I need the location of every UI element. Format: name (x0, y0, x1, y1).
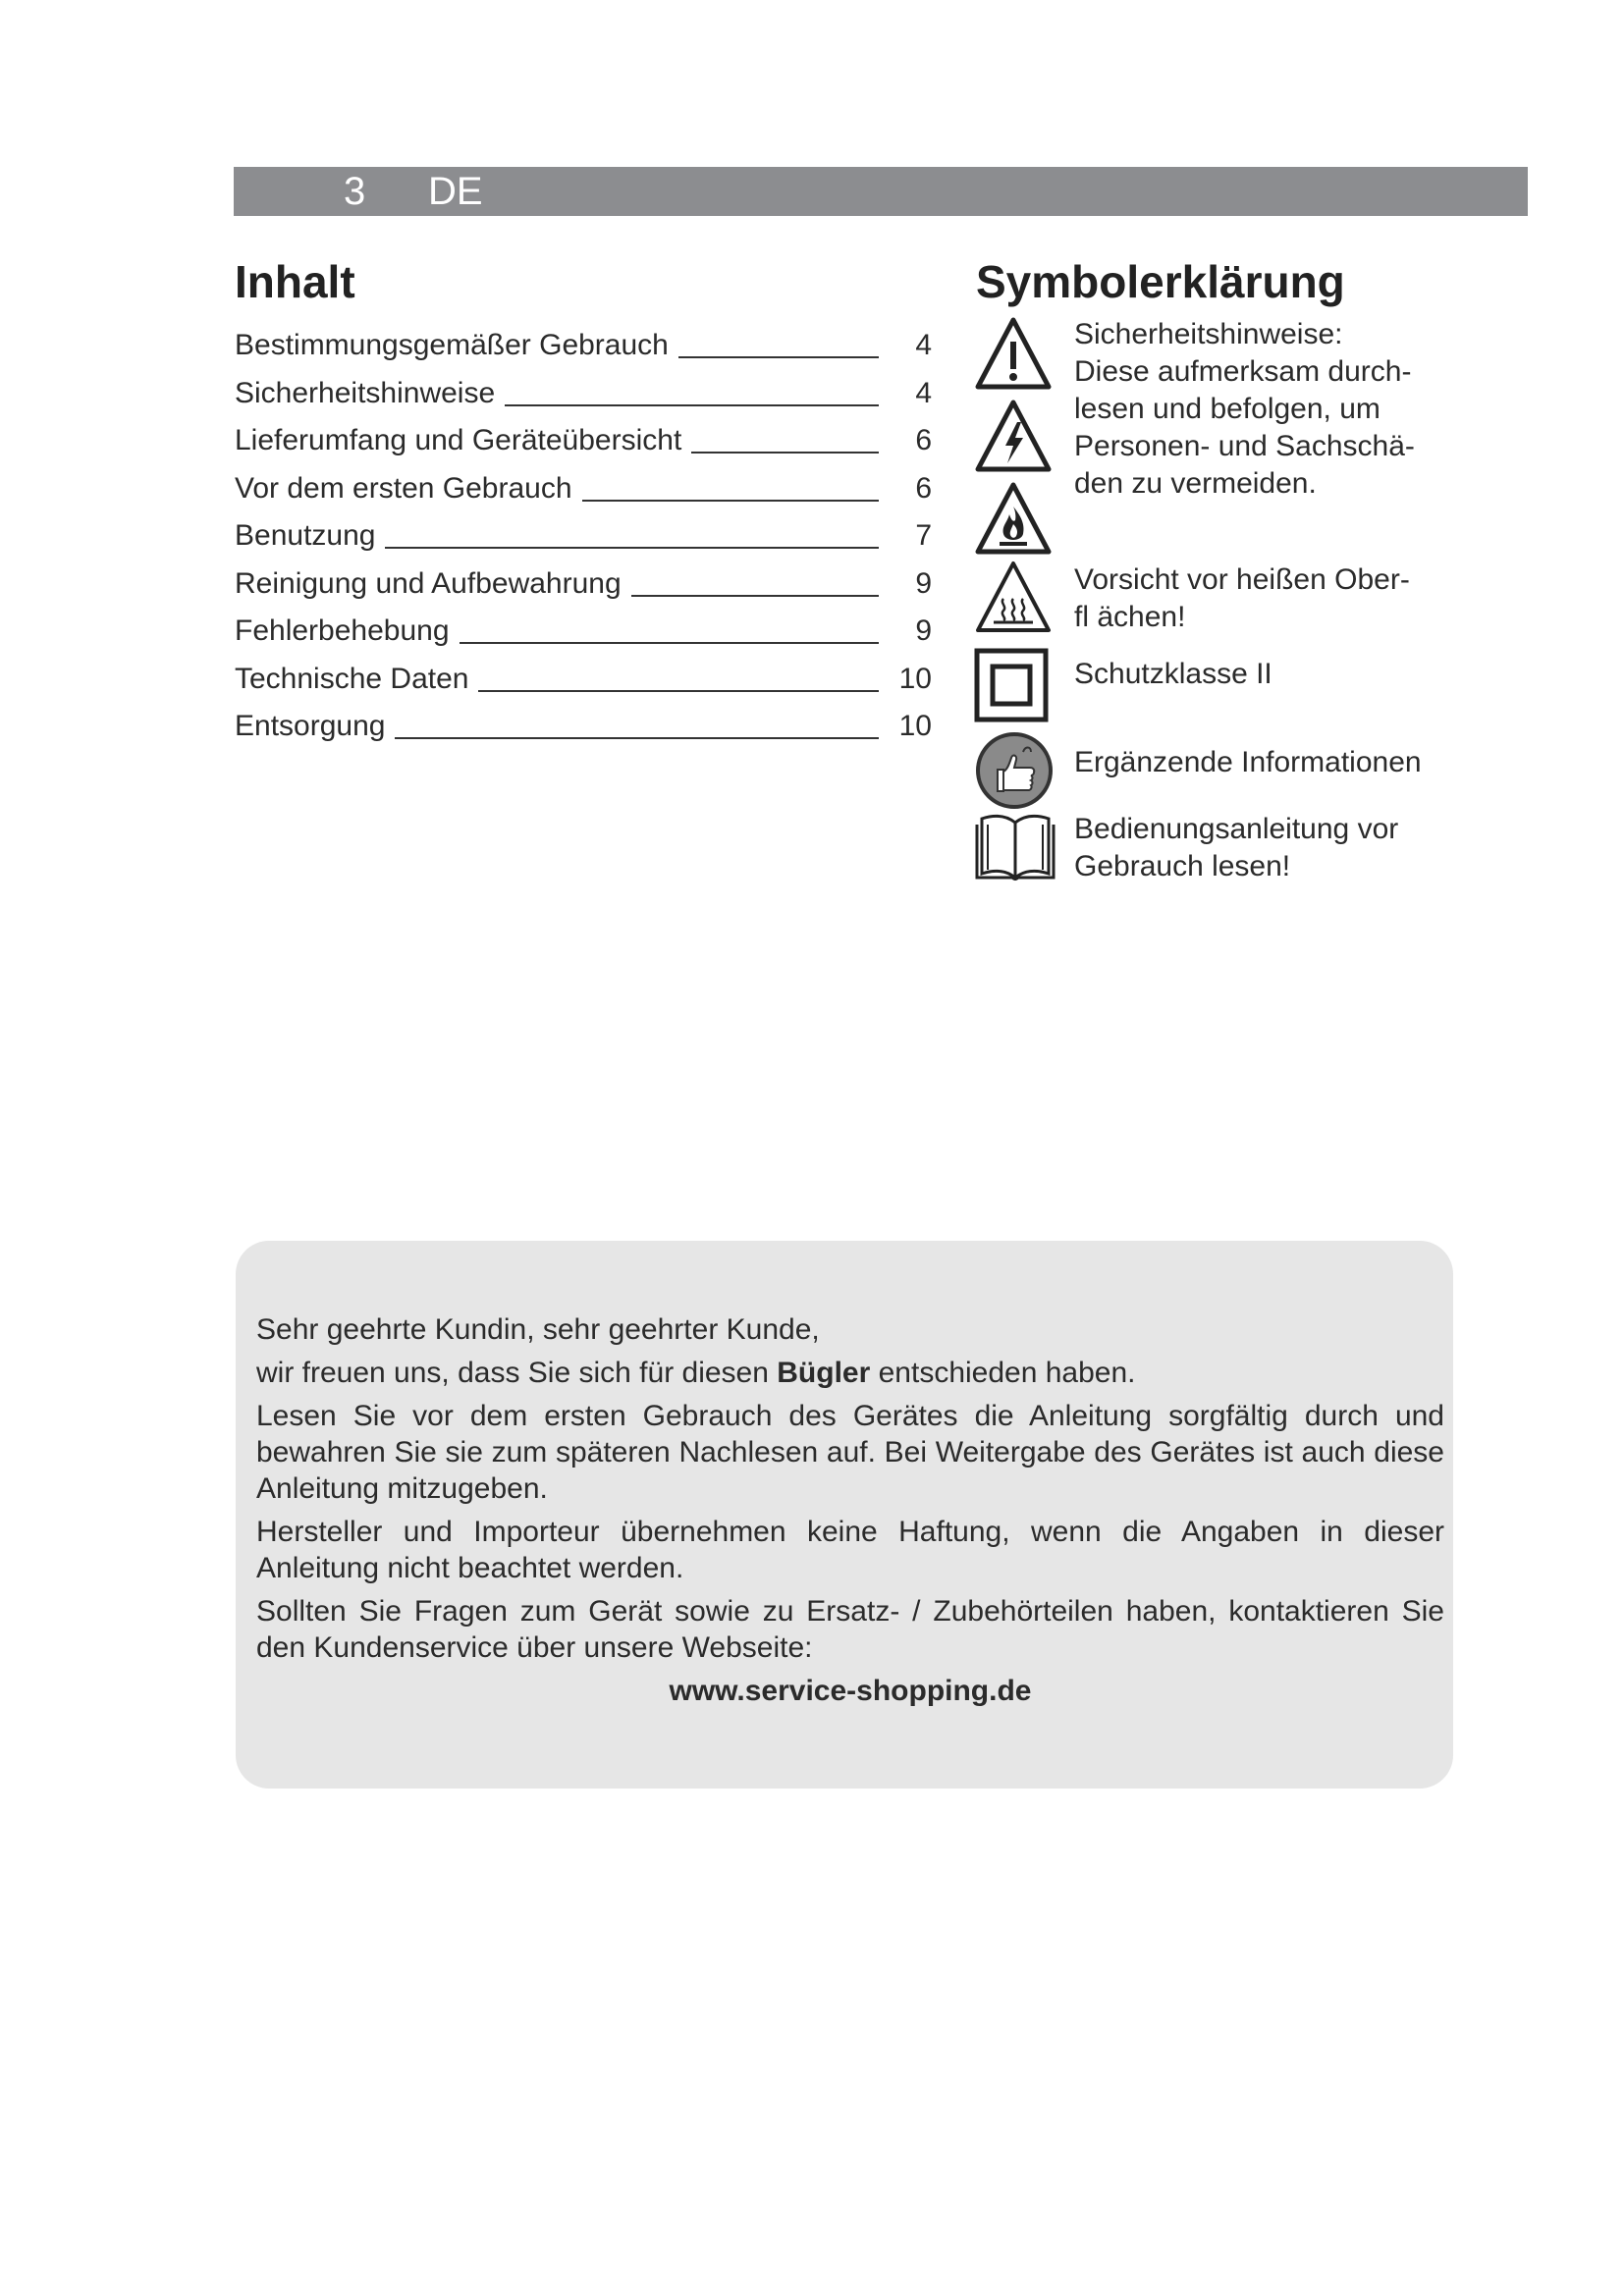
hand-info-icon (974, 730, 1055, 811)
exclamation-warning-icon (974, 316, 1053, 391)
toc-title: Inhalt (235, 256, 355, 307)
toc-entry-label: Technische Daten (235, 662, 469, 695)
additional-info-text: Ergänzende Informationen (1074, 746, 1422, 778)
language-code: DE (428, 170, 483, 213)
toc-entry-label: Entsorgung (235, 710, 386, 743)
greeting: Sehr geehrte Kundin, sehr geehrter Kunde, (256, 1313, 820, 1346)
toc-row[interactable] (235, 561, 932, 609)
table-of-contents (235, 322, 932, 751)
product-name: Bügler (777, 1357, 871, 1389)
manual-book-icon (974, 811, 1056, 881)
toc-leader-line (678, 356, 879, 358)
service-website-link[interactable]: www.service-shopping.de (669, 1675, 1032, 1707)
toc-entry-label: Fehlerbehebung (235, 614, 450, 648)
toc-entry-label: Reinigung und Aufbewahrung (235, 566, 622, 600)
toc-page-number: 10 (898, 710, 932, 743)
toc-row[interactable] (235, 322, 932, 370)
page-number: 3 (344, 170, 366, 213)
toc-entry-label: Lieferumfang und Geräteübersicht (235, 424, 682, 457)
toc-leader-line (478, 690, 879, 692)
toc-leader-line (460, 642, 879, 644)
intro-line: wir freuen uns, dass Sie sich für diesen Bügler entschieden haben. (256, 1357, 1136, 1389)
toc-row[interactable] (235, 370, 932, 418)
toc-row[interactable] (235, 703, 932, 751)
toc-leader-line (505, 404, 879, 406)
fire-warning-icon (974, 481, 1053, 556)
toc-leader-line (395, 737, 879, 739)
toc-page-number: 7 (915, 519, 932, 553)
hot-surface-text: Vorsicht vor heißen Ober- fl ächen! (1074, 563, 1410, 633)
toc-row[interactable] (235, 417, 932, 465)
toc-entry-label: Benutzung (235, 519, 376, 553)
liability-paragraph: Hersteller und Importeur übernehmen keine Haftung, wenn die Angaben in dieser Anleitung nicht beachtet werden. (256, 1516, 1444, 1584)
symbols-title: Symbolerklärung (976, 256, 1345, 307)
toc-leader-line (631, 595, 879, 597)
toc-page-number: 9 (915, 566, 932, 600)
toc-entry-label: Sicherheitshinweise (235, 376, 496, 409)
safety-notice-text: Sicherheitshinweise: Diese aufmerksam durch- lesen und befolgen, um Personen- und Sachschä- den zu vermeiden. (1074, 318, 1415, 500)
instructions-paragraph: Lesen Sie vor dem ersten Gebrauch des Gerätes die Anleitung sorgfältig durch und bewahren Sie sie zum späteren Nachlesen auf. Bei Weitergabe des Gerätes ist auch diese Anleitung mitzugeben. (256, 1400, 1444, 1505)
toc-row[interactable] (235, 512, 932, 561)
toc-page-number: 10 (898, 662, 932, 695)
toc-row[interactable] (235, 656, 932, 704)
welcome-message (256, 1311, 1444, 1716)
toc-page-number: 6 (915, 424, 932, 457)
electric-warning-icon (974, 399, 1053, 473)
hot-surface-icon (974, 560, 1053, 636)
toc-row[interactable] (235, 465, 932, 513)
toc-page-number: 4 (915, 329, 932, 362)
service-paragraph: Sollten Sie Fragen zum Gerät sowie zu Ersatz- / Zubehörteilen haben, kontaktieren Sie den Kundenservice über unsere Webseite: (256, 1595, 1444, 1664)
toc-leader-line (385, 547, 879, 549)
toc-leader-line (691, 452, 879, 454)
page-header-bar (234, 167, 1528, 216)
toc-leader-line (582, 500, 879, 502)
toc-row[interactable] (235, 608, 932, 656)
toc-entry-label: Vor dem ersten Gebrauch (235, 471, 572, 505)
protection-class-ii-icon (974, 648, 1049, 722)
toc-page-number: 9 (915, 614, 932, 648)
protection-class-text: Schutzklasse II (1074, 658, 1272, 690)
read-manual-text: Bedienungsanleitung vor Gebrauch lesen! (1074, 813, 1399, 882)
toc-entry-label: Bestimmungsgemäßer Gebrauch (235, 329, 669, 362)
toc-page-number: 4 (915, 376, 932, 409)
toc-page-number: 6 (915, 471, 932, 505)
